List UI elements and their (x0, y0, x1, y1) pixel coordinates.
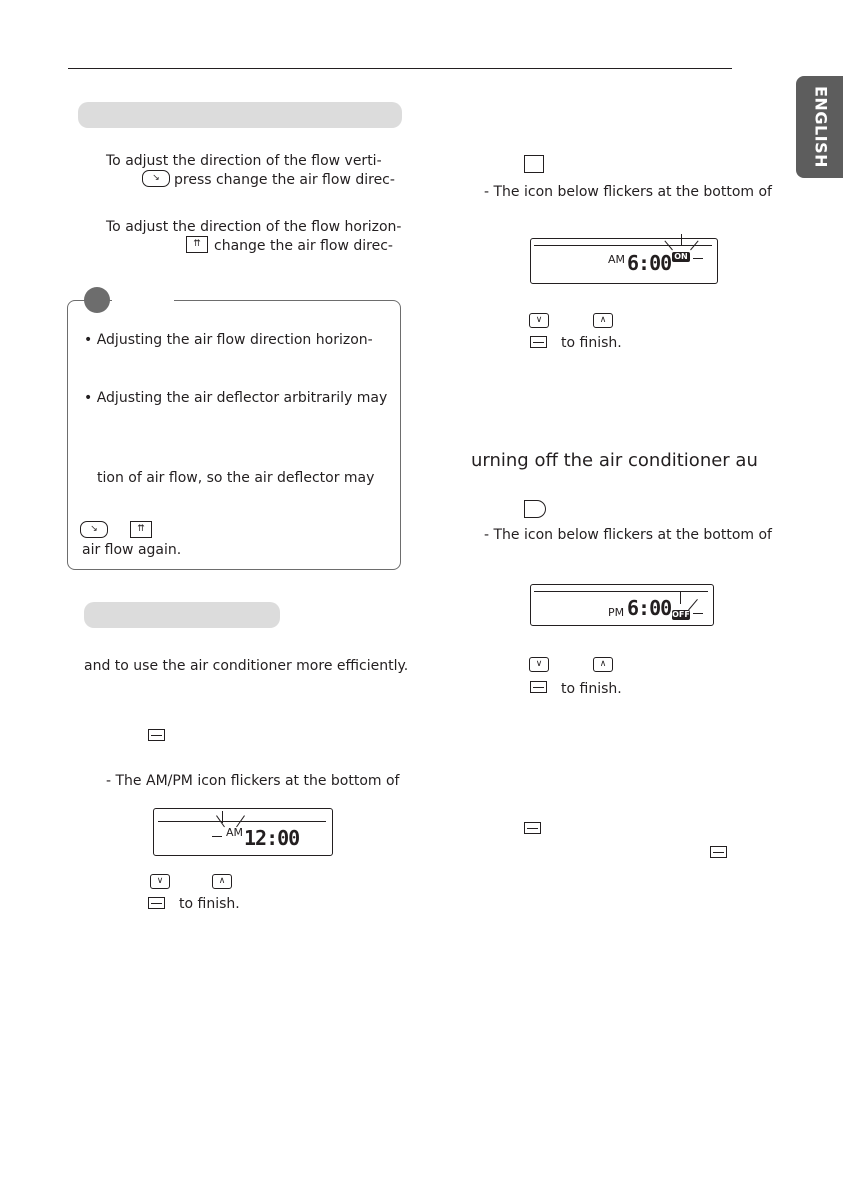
note-bullet-2: • Adjusting the air deflector arbitrarily may (84, 390, 388, 406)
flicker-dash (693, 613, 703, 614)
vertical-flow-line1: To adjust the direction of the flow verti- (106, 153, 382, 169)
timer-on-button-icon (524, 155, 544, 173)
lcd-time: 12:00 (244, 826, 300, 850)
set-button-icon (524, 822, 541, 834)
horizontal-swing-button-icon: ⇈ (186, 236, 208, 253)
horizontal-flow-line1: To adjust the direction of the flow horizon- (106, 219, 402, 235)
down-arrow-button-icon: ∨ (150, 874, 170, 889)
finish-on-instruction: to finish. (561, 335, 622, 351)
set-button-icon (148, 897, 165, 909)
finish-off-instruction: to finish. (561, 681, 622, 697)
header-rule (68, 68, 732, 69)
section-heading-airflow (78, 102, 402, 128)
ampm-flicker-note: - The AM/PM icon flickers at the bottom of (106, 773, 400, 789)
up-arrow-button-icon: ∧ (593, 313, 613, 328)
set-button-icon (710, 846, 727, 858)
down-arrow-button-icon: ∨ (529, 657, 549, 672)
note-bullet-1: • Adjusting the air flow direction horizon- (84, 332, 373, 348)
language-tab-label: ENGLISH (811, 85, 831, 169)
language-tab (796, 76, 843, 178)
horizontal-swing-button-icon-2: ⇈ (130, 521, 152, 538)
flicker-ray (680, 592, 681, 604)
flicker-ray (222, 811, 223, 823)
lcd-on-badge: ON (672, 252, 690, 262)
lcd-off-topline (534, 591, 708, 592)
on-flicker-note: - The icon below flickers at the bottom of (484, 184, 772, 200)
horizontal-flow-line2: change the air flow direc- (214, 238, 393, 254)
note-line-3: tion of air flow, so the air deflector may (97, 470, 375, 486)
up-arrow-button-icon: ∧ (593, 657, 613, 672)
lcd-off-time: 6:00 (627, 596, 672, 620)
lcd-off-badge: OFF (672, 610, 690, 619)
flicker-ray (681, 234, 682, 246)
section-heading-clock (84, 602, 280, 628)
off-timer-heading: urning off the air conditioner au (471, 450, 758, 471)
flicker-dash (693, 258, 703, 259)
set-button-icon (530, 681, 547, 693)
flicker-dash (212, 836, 222, 837)
vertical-swing-button-icon-2: ↘ (80, 521, 108, 538)
lcd-on-ampm: AM (608, 253, 626, 266)
note-line-4: air flow again. (82, 542, 182, 558)
vertical-swing-button-icon: ↘ (142, 170, 170, 187)
note-gap (112, 296, 174, 304)
lcd-ampm: AM (226, 826, 244, 839)
timer-off-button-icon (524, 500, 546, 518)
vertical-flow-line2: press change the air flow direc- (174, 172, 395, 188)
off-flicker-note: - The icon below flickers at the bottom of (484, 527, 772, 543)
up-arrow-button-icon: ∧ (212, 874, 232, 889)
note-icon (84, 287, 110, 313)
lcd-clock-topline (158, 821, 326, 822)
clock-paragraph: and to use the air conditioner more efficiently. (84, 658, 409, 674)
lcd-off-ampm: PM (608, 606, 625, 619)
finish-instruction: to finish. (179, 896, 240, 912)
lcd-on-time: 6:00 (627, 251, 672, 275)
set-button-icon (530, 336, 547, 348)
set-button-icon (148, 729, 165, 741)
lcd-on-topline (534, 245, 712, 246)
down-arrow-button-icon: ∨ (529, 313, 549, 328)
